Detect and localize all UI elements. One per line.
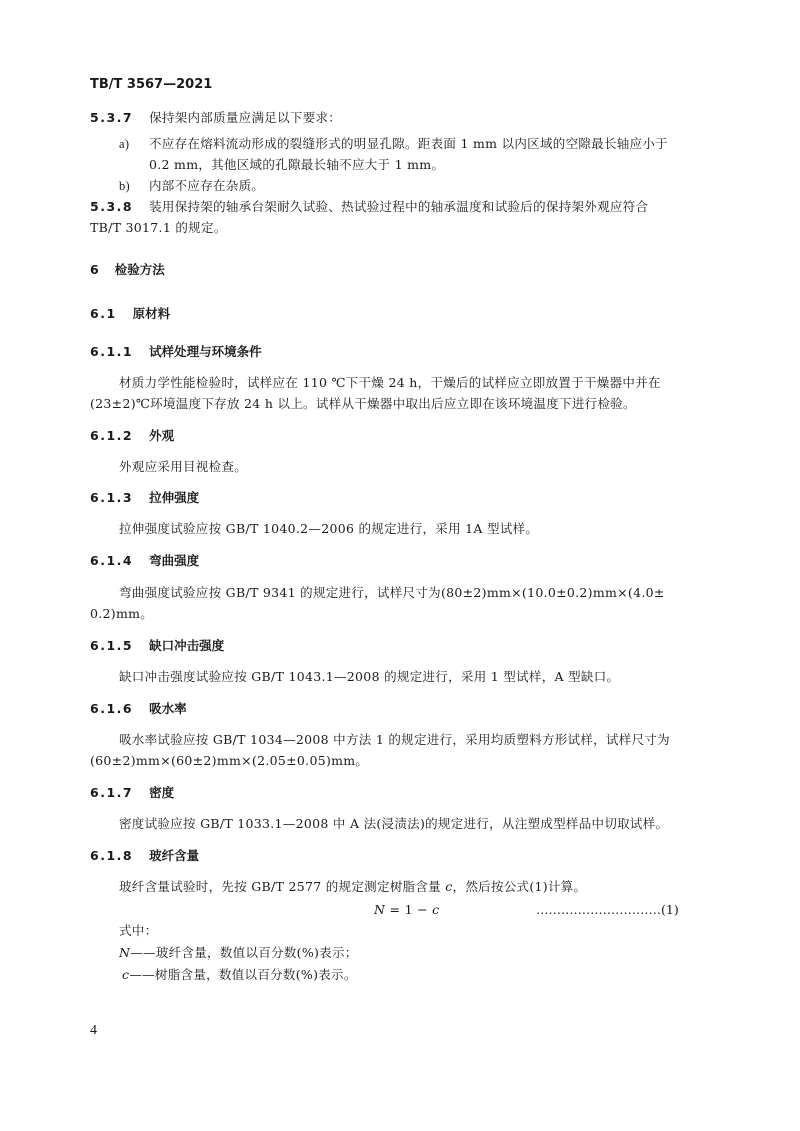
section-title: 弯曲强度 (149, 553, 200, 568)
section-6-1-heading (90, 305, 170, 323)
section-number: 6.1.5 (90, 638, 134, 653)
paragraph-6-1-8 (119, 878, 586, 896)
paragraph-6-1-7: 密度试验应按 GB/T 1033.1—2008 中 A 法(浸渍法)的规定进行，从注塑成型样品中切取试样。 (119, 816, 669, 831)
definition-text: ——树脂含量，数值以百分数(%)表示。 (129, 967, 357, 982)
section-6-1-7-heading (90, 784, 174, 802)
section-number: 6.1 (90, 306, 117, 321)
paragraph-6-1-3: 拉伸强度试验应按 GB/T 1040.2—2006 的规定进行，采用 1A 型试样。 (119, 521, 539, 536)
paragraph-text: ，然后按公式(1)计算。 (452, 879, 587, 894)
formula-variable-n: N (374, 902, 386, 917)
definition-c (122, 966, 357, 984)
paragraph-6-1-1-line-1: 材质力学性能检验时，试样应在 110 ℃下干燥 24 h，干燥后的试样应立即放置于干燥器中并在 (119, 375, 661, 390)
variable-c: c (445, 879, 453, 894)
list-text: 内部不应存在杂质。 (149, 178, 265, 193)
list-text: 不应存在熔料流动形成的裂缝形式的明显孔隙。距表面 1 mm 以内区域的空隙最长轴应小于 (149, 136, 668, 151)
section-6-1-1-heading (90, 343, 262, 361)
section-6-1-5-heading (90, 637, 224, 655)
chapter-title: 检验方法 (114, 262, 165, 277)
paragraph-6-1-6-line-2: (60±2)mm×(60±2)mm×(2.05±0.05)mm。 (90, 753, 369, 768)
paragraph-6-1-6-line-1: 吸水率试验应按 GB/T 1034—2008 中方法 1 的规定进行，采用均质塑料方形试样，试样尺寸为 (119, 732, 670, 747)
section-title: 缺口冲击强度 (149, 638, 225, 653)
chapter-6-heading (90, 261, 165, 279)
paragraph-6-1-1-line-2: (23±2)℃环境温度下存放 24 h 以上。试样从干燥器中取出后应立即在该环境温度下进行检验。 (90, 396, 636, 411)
section-number: 6.1.1 (90, 344, 134, 359)
section-number: 6.1.2 (90, 428, 134, 443)
section-number: 6.1.3 (90, 490, 134, 505)
section-title: 拉伸强度 (149, 490, 200, 505)
definition-variable: c (122, 967, 130, 982)
section-6-1-4-heading (90, 552, 199, 570)
paragraph-6-1-4-line-1: 弯曲强度试验应按 GB/T 9341 的规定进行，试样尺寸为(80±2)mm×(10.0±0.2)mm×(4.0± (119, 585, 665, 600)
formula-number: …………………………(1) (536, 902, 679, 917)
section-6-1-6-heading (90, 700, 187, 718)
page-number: 4 (90, 1023, 98, 1038)
clause-number: 5.3.7 (90, 110, 134, 125)
definition-n (119, 944, 358, 962)
section-title: 吸水率 (149, 701, 187, 716)
list-item-a-continued: 0.2 mm，其他区域的孔隙最长轴不应大于 1 mm。 (149, 157, 445, 172)
list-label: b) (119, 179, 131, 193)
formula-1 (374, 901, 439, 919)
paragraph-6-1-4-line-2: 0.2)mm。 (90, 606, 154, 621)
section-6-1-2-heading (90, 427, 174, 445)
section-number: 6.1.8 (90, 848, 134, 863)
list-item-a (119, 135, 668, 153)
formula-operator: = 1 − (385, 902, 433, 917)
paragraph-6-1-2: 外观应采用目视检查。 (119, 459, 248, 474)
section-title: 原材料 (132, 306, 171, 321)
paragraph-6-1-5: 缺口冲击强度试验应按 GB/T 1043.1—2008 的规定进行，采用 1 型试样，A 型缺口。 (119, 669, 620, 684)
chapter-number: 6 (90, 262, 99, 277)
section-title: 外观 (149, 428, 175, 443)
section-title: 玻纤含量 (149, 848, 200, 863)
clause-5-3-8 (90, 198, 648, 216)
paragraph-text: 玻纤含量试验时，先按 GB/T 2577 的规定测定树脂含量 (119, 879, 446, 894)
definition-text: ——玻纤含量，数值以百分数(%)表示； (130, 945, 358, 960)
clause-5-3-7 (90, 109, 341, 127)
section-number: 6.1.4 (90, 553, 134, 568)
section-number: 6.1.6 (90, 701, 134, 716)
section-6-1-8-heading (90, 847, 199, 865)
where-label: 式中： (119, 923, 158, 938)
standard-number-header: TB/T 3567—2021 (90, 77, 213, 92)
definition-variable: N (119, 945, 131, 960)
clause-5-3-8-continued: TB/T 3017.1 的规定。 (90, 220, 227, 235)
list-item-b (119, 177, 264, 195)
clause-text: 保持架内部质量应满足以下要求： (149, 110, 342, 125)
section-number: 6.1.7 (90, 785, 134, 800)
section-title: 密度 (149, 785, 175, 800)
section-6-1-3-heading (90, 489, 199, 507)
clause-text: 装用保持架的轴承台架耐久试验、热试验过程中的轴承温度和试验后的保持架外观应符合 (149, 199, 649, 214)
clause-number: 5.3.8 (90, 199, 134, 214)
formula-variable-c: c (432, 902, 440, 917)
list-label: a) (119, 137, 130, 151)
section-title: 试样处理与环境条件 (149, 344, 262, 359)
